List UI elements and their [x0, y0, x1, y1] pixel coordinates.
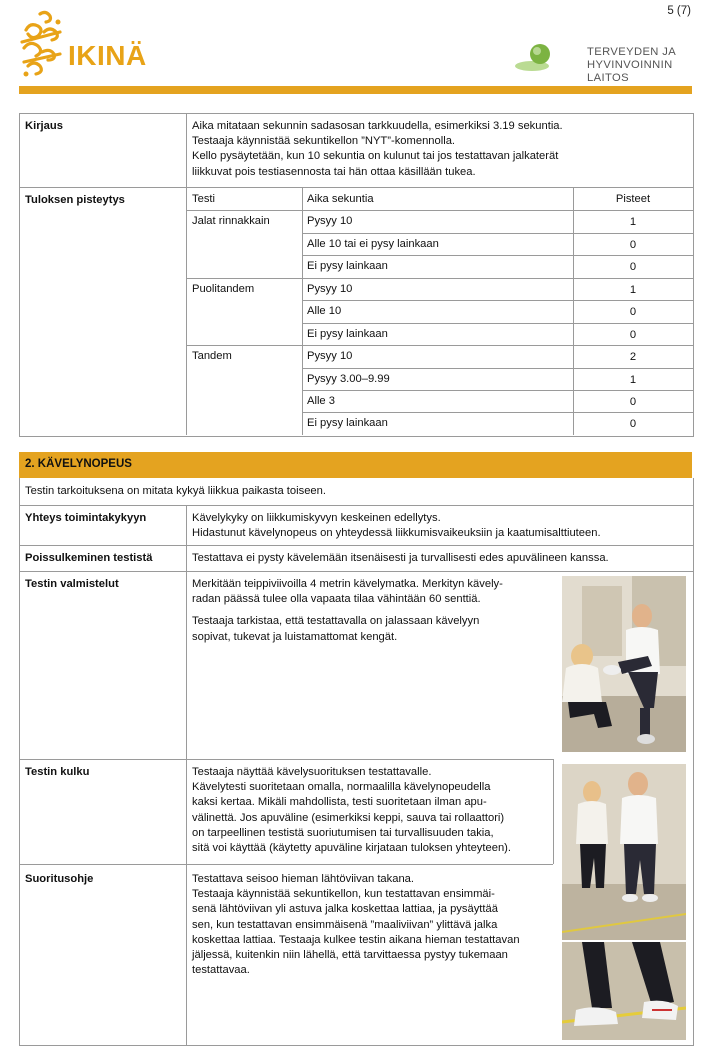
kirjaus-text [192, 119, 687, 180]
valmistelut-line: Merkitään teippiviivoilla 4 metrin kävelymatka. Merkityn kävely- [192, 578, 503, 590]
section-intro: Testin tarkoituksena on mitata kykyä liikkua paikasta toiseen. [25, 485, 326, 497]
time-cell: Alle 10 tai ei pysy lainkaan [307, 238, 439, 250]
institute-name [587, 46, 711, 85]
divider [302, 323, 693, 324]
brand-name: IKINÄ [68, 40, 147, 71]
yhteys-text [192, 511, 601, 541]
time-cell: Ei pysy lainkaan [307, 417, 388, 429]
yhteys-line: Kävelykyky on liikkumiskyvyn keskeinen edellytys. [192, 512, 441, 524]
suoritusohje-line: jäljessä, kuitenkin niin lähellä, että tarvittaessa pystyy tukemaan [192, 949, 508, 962]
ikina-logo-icon [18, 8, 68, 80]
divider [302, 390, 693, 391]
divider [186, 278, 693, 279]
divider [19, 571, 693, 572]
suoritusohje-text [192, 872, 554, 978]
yhteys-label: Yhteys toimintakykyyn [25, 512, 147, 524]
suoritusohje-line: koskettaa lattiaa. Testaaja kulkee testin aikana hieman testattavan [192, 933, 520, 946]
col-header-test: Testi [192, 193, 216, 205]
group-name: Jalat rinnakkain [192, 215, 270, 227]
points-cell: 1 [629, 284, 637, 296]
poissulkeminen-text: Testattava ei pysty kävelemään itsenäisesti ja turvallisesti edes apuvälineen kanssa. [192, 552, 609, 564]
suoritusohje-label: Suoritusohje [25, 873, 94, 885]
kulku-line: sitä voi käyttää (käytetty apuväline kirjataan tuloksen yhteyteen). [192, 842, 512, 855]
divider [302, 412, 693, 413]
poissulkeminen-label: Poissulkeminen testistä [25, 552, 153, 564]
time-cell: Pysyy 3.00–9.99 [307, 373, 390, 385]
header-bar [19, 86, 692, 94]
divider [302, 187, 303, 435]
time-cell: Ei pysy lainkaan [307, 260, 388, 272]
kulku-line: Testaaja näyttää kävelysuorituksen testattavalle. [192, 766, 432, 778]
valmistelut-line: radan päässä tulee olla vapaata tilaa vähintään 60 senttiä. [192, 593, 481, 606]
time-cell: Pysyy 10 [307, 215, 353, 227]
suoritusohje-line: Testattava seisoo hieman lähtöviivan takana. [192, 873, 415, 885]
suoritusohje-line: sen, kun testattavan ensimmäisenä ”maaliviivan” ylittävä jalka [192, 918, 498, 931]
suoritusohje-line: testattavaa. [192, 964, 250, 977]
divider [553, 759, 554, 864]
scoring-label: Tuloksen pisteytys [25, 194, 125, 206]
kulku-line: Kävelytesti suoritetaan omalla, normaalilla kävelynopeudella [192, 781, 491, 794]
suoritusohje-line: senä lähtöviivan yli astuva jalka koskettaa lattiaa, ja pysäyttää [192, 903, 498, 916]
kirjaus-line: Aika mitataan sekunnin sadasosan tarkkuudella, esimerkiksi 3.19 sekuntia. [192, 120, 563, 132]
valmistelut-text [192, 577, 552, 645]
points-cell: 0 [629, 396, 637, 408]
kulku-line: kaksi kertaa. Mikäli mahdollista, testi suoritetaan ilman apu- [192, 796, 487, 809]
divider [186, 113, 187, 435]
col-header-points: Pisteet [615, 193, 651, 205]
divider [186, 345, 693, 346]
divider [302, 300, 693, 301]
points-cell: 0 [629, 239, 637, 251]
divider [19, 505, 693, 506]
time-cell: Alle 10 [307, 305, 342, 317]
points-cell: 0 [629, 329, 637, 341]
divider [19, 545, 693, 546]
time-cell: Ei pysy lainkaan [307, 328, 388, 340]
divider [302, 255, 693, 256]
valmistelut-label: Testin valmistelut [25, 578, 119, 590]
section-title: 2. KÄVELYNOPEUS [25, 458, 132, 470]
points-cell: 0 [629, 418, 637, 430]
kulku-label: Testin kulku [25, 766, 90, 778]
points-cell: 0 [629, 306, 637, 318]
kirjaus-line: Kello pysäytetään, kun 10 sekuntia on kulunut tai jos testattavan jalkaterät [192, 150, 559, 163]
kirjaus-label: Kirjaus [25, 120, 63, 132]
points-cell: 1 [629, 216, 637, 228]
points-cell: 2 [629, 351, 637, 363]
valmistelut-line: sopivat, tukevat ja luistamattomat kengät. [192, 630, 398, 643]
time-cell: Pysyy 10 [307, 350, 353, 362]
time-cell: Alle 3 [307, 395, 335, 407]
page-number: 5 (7) [667, 5, 691, 17]
section-header [19, 452, 692, 478]
divider [186, 210, 693, 211]
kulku-text [192, 765, 552, 856]
divider [19, 187, 693, 188]
valmistelut-line: Testaaja tarkistaa, että testattavalla on jalassaan kävelyyn [192, 615, 480, 628]
divider [302, 368, 693, 369]
kirjaus-line: Testaaja käynnistää sekuntikellon ”NYT”-komennolla. [192, 135, 456, 148]
time-cell: Pysyy 10 [307, 283, 353, 295]
kulku-line: välinettä. Jos apuväline (esimerkiksi keppi, sauva tai rollaattori) [192, 811, 505, 824]
institute-line1: TERVEYDEN JA [587, 46, 677, 58]
kulku-line: on tarpeellinen testistä suoriutumisen tai turvallisuuden takia, [192, 826, 494, 839]
yhteys-line: Hidastunut kävelynopeus on yhteydessä liikkumisvaikeuksiin ja kaatumisalttiuteen. [192, 527, 601, 540]
photo-walking-demo [562, 764, 686, 940]
thl-logo-icon [514, 42, 554, 74]
photo-feet-line [562, 942, 686, 1040]
group-name: Tandem [192, 350, 232, 362]
photo-shoe-check [562, 576, 686, 752]
kirjaus-line: liikkuvat pois testiasennosta tai hän ottaa käsillään tukea. [192, 165, 476, 178]
institute-line2: HYVINVOINNIN LAITOS [587, 59, 673, 84]
divider [19, 759, 553, 760]
points-cell: 0 [629, 261, 637, 273]
divider [302, 233, 693, 234]
divider [186, 505, 187, 1046]
divider [19, 864, 553, 865]
suoritusohje-line: Testaaja käynnistää sekuntikellon, kun testattavan ensimmäi- [192, 888, 495, 901]
points-cell: 1 [629, 374, 637, 386]
group-name: Puolitandem [192, 283, 255, 295]
col-header-time: Aika sekuntia [307, 193, 374, 205]
